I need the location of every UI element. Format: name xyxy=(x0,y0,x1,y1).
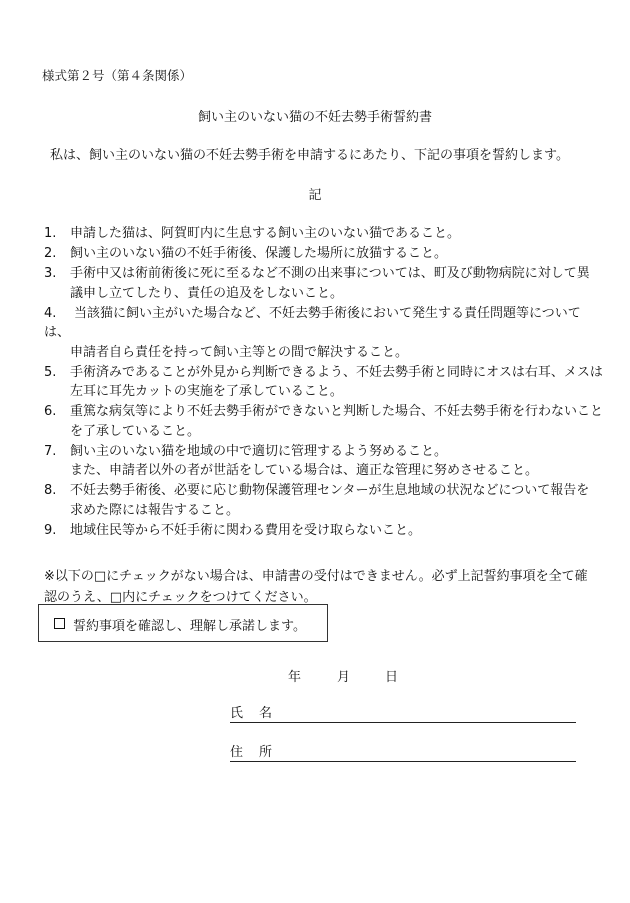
item-text: は、 xyxy=(44,325,71,340)
item-number: 1. xyxy=(44,226,57,241)
name-signature-line[interactable] xyxy=(230,702,576,723)
date-year: 年 xyxy=(288,670,302,685)
checkbox-notice xyxy=(44,567,604,608)
item-text: 申請者自ら責任を持って飼い主等との間で解決すること。 xyxy=(70,344,409,360)
pledge-item xyxy=(44,224,604,244)
address-signature-line[interactable] xyxy=(230,741,576,762)
item-number: 6. xyxy=(44,404,57,419)
item-text: 飼い主のいない猫を地域の中で適切に管理するよう努めること。 xyxy=(70,443,448,459)
item-text: 左耳に耳先カットの実施を了承していること。 xyxy=(70,384,343,399)
pledge-item xyxy=(44,244,604,264)
intro-statement: 私は、飼い主のいない猫の不妊去勢手術を申請するにあたり、下記の事項を誓約します。 xyxy=(50,148,569,163)
pledge-item xyxy=(44,521,604,541)
item-number: 4. xyxy=(44,305,57,321)
item-text: 手術済みであることが外見から判断できるよう、不妊去勢手術と同時にオスは右耳、メスは xyxy=(70,364,603,380)
pledge-item xyxy=(44,363,604,402)
item-text: また、申請者以外の者が世話をしている場合は、適正な管理に努めさせること。 xyxy=(70,463,539,478)
pledge-item xyxy=(44,402,604,441)
item-text: 当該猫に飼い主がいた場合など、不妊去勢手術後において発生する責任問題等について xyxy=(74,305,581,321)
item-text: 申請した猫は、阿賀町内に生息する飼い主のいない猫であること。 xyxy=(70,226,461,241)
item-number: 3. xyxy=(44,266,57,281)
item-text: 飼い主のいない猫の不妊手術後、保護した場所に放猫すること。 xyxy=(70,246,448,261)
item-text: 重篤な病気等により不妊去勢手術ができないと判断した場合、不妊去勢手術を行わないこと xyxy=(70,404,604,419)
confirmation-checkbox[interactable] xyxy=(54,618,65,629)
name-label: 氏名 xyxy=(230,706,289,721)
address-label: 住所 xyxy=(230,745,289,760)
item-number: 2. xyxy=(44,246,57,261)
date-month: 月 xyxy=(337,670,351,685)
item-number: 9. xyxy=(44,522,57,538)
notice-line: ※以下の□にチェックがない場合は、申請書の受付はできません。必ず上記誓約事項を全て確 xyxy=(44,569,588,584)
pledge-item xyxy=(44,264,604,303)
item-number: 7. xyxy=(44,443,57,459)
ki-heading: 記 xyxy=(308,188,322,203)
confirmation-box xyxy=(38,604,328,642)
pledge-item xyxy=(44,481,604,520)
item-text: 地域住民等から不妊手術に関わる費用を受け取らないこと。 xyxy=(70,522,422,538)
pledge-item xyxy=(44,442,604,481)
item-text: 不妊去勢手術後、必要に応じ動物保護管理センターが生息地域の状況などについて報告を xyxy=(70,483,590,498)
pledge-item-list xyxy=(44,224,604,541)
item-text: 議申し立てしたり、責任の追及をしないこと。 xyxy=(70,285,344,301)
item-text: 手術中又は術前術後に死に至るなど不測の出来事については、町及び動物病院に対して異 xyxy=(70,266,590,281)
item-number: 5. xyxy=(44,364,57,380)
date-day: 日 xyxy=(385,670,399,685)
item-text: を了承していること。 xyxy=(70,423,201,439)
form-number: 様式第２号（第４条関係） xyxy=(42,68,193,83)
confirmation-label: 誓約事項を確認し、理解し承諾します。 xyxy=(73,619,306,634)
pledge-item xyxy=(44,304,604,363)
notice-line: 認のうえ、□内にチェックをつけてください。 xyxy=(44,589,317,605)
item-number: 8. xyxy=(44,483,57,498)
item-text: 求めた際には報告すること。 xyxy=(70,502,240,518)
document-title: 飼い主のいない猫の不妊去勢手術誓約書 xyxy=(197,110,432,125)
